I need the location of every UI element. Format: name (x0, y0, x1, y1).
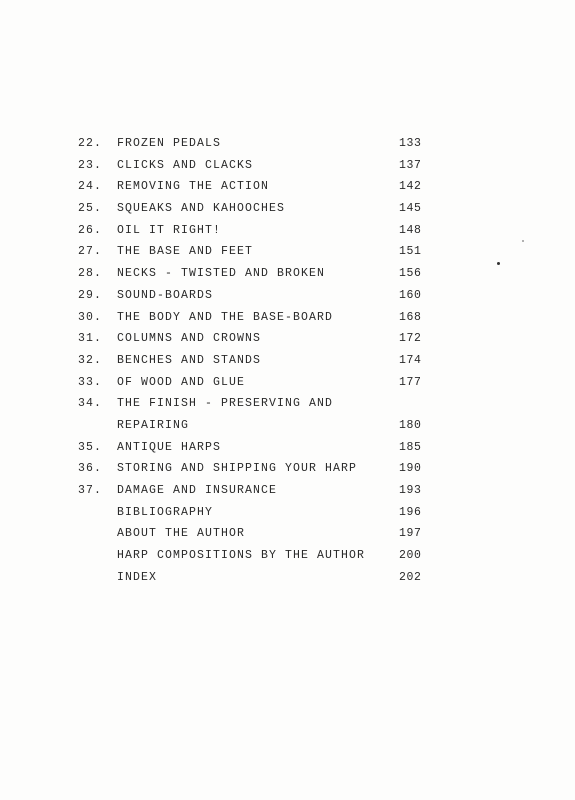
page-number: 190 (399, 462, 422, 476)
chapter-number: 24. (78, 180, 103, 194)
chapter-number: 35. (78, 440, 103, 454)
toc-entry (78, 523, 423, 545)
page-number: 133 (399, 137, 422, 150)
chapter-number: 37. (78, 484, 103, 497)
chapter-title: HARP COMPOSITIONS BY THE AUTHOR (117, 549, 366, 563)
page-number: 160 (399, 288, 422, 302)
chapter-title: ABOUT THE AUTHOR (117, 527, 246, 541)
toc-entry (78, 263, 423, 285)
page-number: 174 (399, 353, 422, 367)
toc-entry (78, 545, 423, 567)
chapter-title: REPAIRING (117, 418, 190, 432)
chapter-title: SQUEAKS AND KAHOOCHES (117, 202, 286, 216)
toc-entry (78, 328, 423, 350)
chapter-title: NECKS - TWISTED AND BROKEN (117, 267, 326, 281)
chapter-number: 25. (78, 202, 103, 216)
page-number: 148 (399, 223, 422, 237)
page-number: 185 (399, 440, 422, 454)
toc-entry (78, 307, 423, 329)
chapter-title: STORING AND SHIPPING YOUR HARP (117, 462, 358, 476)
chapter-title: CLICKS AND CLACKS (117, 158, 254, 172)
chapter-number: 33. (78, 375, 103, 389)
chapter-number: 27. (78, 245, 103, 259)
toc-entry (78, 372, 423, 394)
page-number: 196 (399, 505, 422, 519)
chapter-title: REMOVING THE ACTION (117, 180, 270, 194)
page-number: 180 (399, 418, 422, 432)
chapter-number: 34. (78, 397, 103, 411)
page-number: 145 (399, 202, 422, 216)
chapter-number: 23. (78, 158, 103, 172)
page-number: 202 (399, 570, 422, 584)
page-number: 193 (399, 484, 422, 497)
page-number: 200 (399, 549, 422, 563)
chapter-title: OIL IT RIGHT! (117, 223, 222, 237)
toc-entry (78, 437, 423, 459)
toc-entry (78, 458, 423, 480)
chapter-number: 36. (78, 462, 103, 476)
page-number: 197 (399, 527, 422, 541)
ink-speck (497, 262, 500, 265)
chapter-title: THE BODY AND THE BASE-BOARD (117, 310, 334, 324)
chapter-title: BIBLIOGRAPHY (117, 505, 214, 519)
toc-entry (78, 415, 423, 437)
chapter-title: FROZEN PEDALS (117, 137, 222, 150)
page-number: 142 (399, 180, 422, 194)
chapter-title: THE FINISH - PRESERVING AND (117, 397, 334, 411)
toc-entry (78, 155, 423, 177)
toc-entry (78, 393, 423, 415)
chapter-title: THE BASE AND FEET (117, 245, 254, 259)
chapter-title: OF WOOD AND GLUE (117, 375, 246, 389)
toc-entry (78, 176, 423, 198)
toc-entry (78, 480, 423, 502)
chapter-number: 31. (78, 332, 103, 346)
toc-entry (78, 198, 423, 220)
toc-entry (78, 241, 423, 263)
chapter-title: BENCHES AND STANDS (117, 353, 262, 367)
chapter-number: 32. (78, 353, 103, 367)
page-number: 172 (399, 332, 422, 346)
toc-entry (78, 567, 423, 589)
chapter-title: COLUMNS AND CROWNS (117, 332, 262, 346)
chapter-number: 28. (78, 267, 103, 281)
page-number: 137 (399, 158, 422, 172)
toc-entry (78, 285, 423, 307)
chapter-number: 26. (78, 223, 103, 237)
page-number: 151 (399, 245, 422, 259)
table-of-contents (78, 133, 423, 588)
toc-entry (78, 502, 423, 524)
ink-speck (522, 240, 524, 242)
chapter-title: ANTIQUE HARPS (117, 440, 222, 454)
page-number: 168 (399, 310, 422, 324)
chapter-number: 30. (78, 310, 103, 324)
chapter-number: 29. (78, 288, 103, 302)
toc-entry (78, 350, 423, 372)
chapter-title: DAMAGE AND INSURANCE (117, 484, 278, 497)
toc-entry (78, 220, 423, 242)
chapter-number: 22. (78, 137, 103, 150)
page-number: 177 (399, 375, 422, 389)
chapter-title: SOUND-BOARDS (117, 288, 214, 302)
page-number: 156 (399, 267, 422, 281)
toc-entry (78, 133, 423, 155)
chapter-title: INDEX (117, 570, 158, 584)
